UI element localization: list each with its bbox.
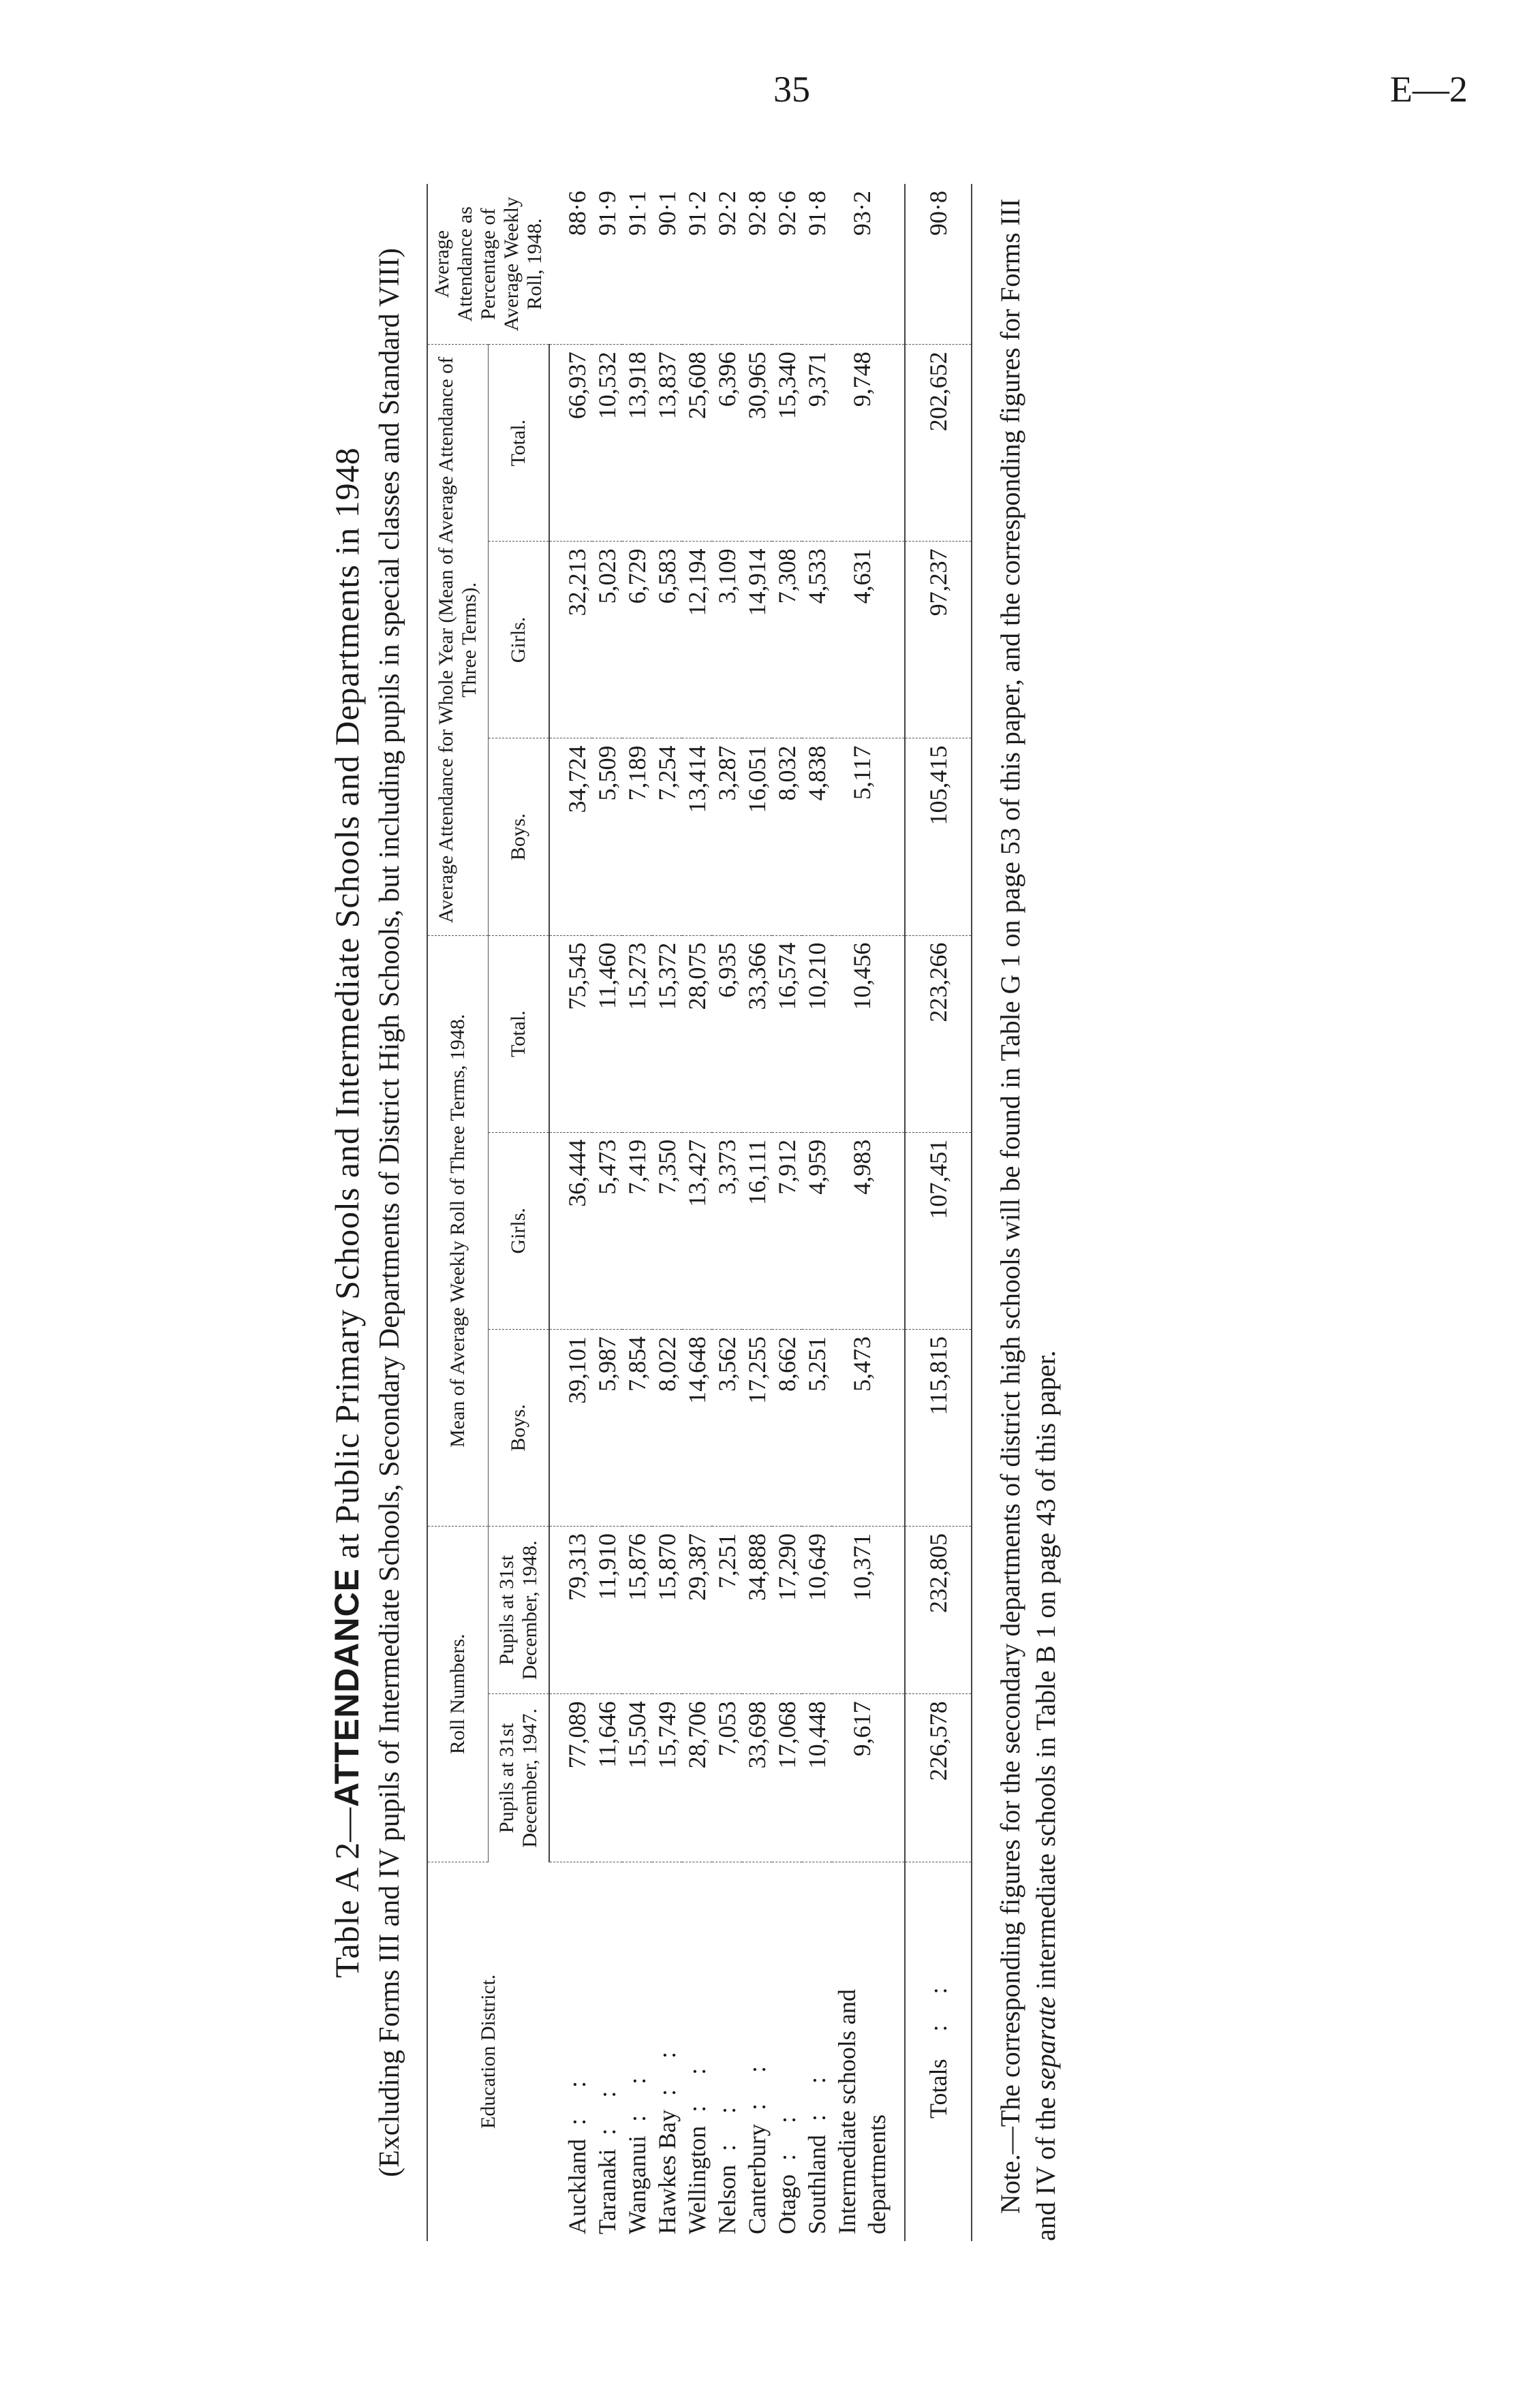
table-body — [549, 184, 972, 2241]
note-part1: Note.—The corresponding figures for the secondary departments of district high schools will be found in Table G 1 on page 53 of this paper, and the corresponding figures for Forms III and IV of the — [995, 198, 1061, 2241]
table-subtitle: (Excluding Forms III and IV pupils of Intermediate Schools, Secondary Departments of District High Schools, but including pupils in special classes and Standard VIII) — [374, 248, 405, 2177]
cell-p1948: 10,371 — [832, 1527, 905, 1694]
cell-ag: 6,729 — [622, 542, 652, 738]
cell-p1947: 11,646 — [592, 1694, 622, 1862]
header-att-boys: Boys. — [489, 738, 550, 935]
cell-at: 13,837 — [652, 345, 682, 542]
page-number: 35 — [773, 69, 810, 110]
cell-mb: 3,562 — [712, 1329, 742, 1526]
cell-mg: 7,419 — [622, 1132, 652, 1329]
header-average-attendance: Average Attendance for Whole Year (Mean of Average Attendance of Three Terms). — [427, 345, 489, 935]
cell-mg: 7,912 — [772, 1132, 802, 1329]
cell-mt: 11,460 — [592, 935, 622, 1132]
district-name: Canterbury — [743, 2124, 771, 2234]
cell-pct: 92·2 — [712, 184, 742, 345]
cell-mb: 8,662 — [772, 1329, 802, 1526]
cell-ab: 13,414 — [682, 738, 712, 935]
attendance-table — [427, 184, 972, 2241]
cell-ab: 7,254 — [652, 738, 682, 935]
cell-pct: 91·8 — [802, 184, 832, 345]
table-row — [742, 184, 772, 2241]
table-row — [622, 184, 652, 2241]
total-at: 202,652 — [905, 345, 972, 542]
cell-ag: 32,213 — [549, 542, 592, 738]
cell-ab: 3,287 — [712, 738, 742, 935]
table-row — [802, 184, 832, 2241]
cell-mt: 15,372 — [652, 935, 682, 1132]
cell-p1948: 15,870 — [652, 1527, 682, 1694]
district-cell — [712, 1862, 742, 2241]
cell-mb: 5,473 — [832, 1329, 905, 1526]
cell-ab: 4,838 — [802, 738, 832, 935]
cell-p1948: 10,649 — [802, 1527, 832, 1694]
cell-ab: 16,051 — [742, 738, 772, 935]
district-cell — [652, 1862, 682, 2241]
cell-mg: 4,983 — [832, 1132, 905, 1329]
cell-mt: 75,545 — [549, 935, 592, 1132]
table-row — [682, 184, 712, 2241]
cell-p1947: 9,617 — [832, 1694, 905, 1862]
cell-at: 13,918 — [622, 345, 652, 542]
cell-at: 15,340 — [772, 345, 802, 542]
total-ag: 97,237 — [905, 542, 972, 738]
cell-ag: 5,023 — [592, 542, 622, 738]
header-pupils-1947: Pupils at 31st December, 1947. — [489, 1694, 550, 1862]
cell-pct: 88·6 — [549, 184, 592, 345]
total-ab: 105,415 — [905, 738, 972, 935]
header-mean-total: Total. — [489, 935, 550, 1132]
cell-ag: 6,583 — [652, 542, 682, 738]
header-roll-numbers: Roll Numbers. — [427, 1527, 489, 1862]
leader-dots: : : — [593, 2078, 621, 2136]
cell-at: 25,608 — [682, 345, 712, 542]
leader-dots: : : — [713, 2094, 741, 2151]
cell-ab: 8,032 — [772, 738, 802, 935]
district-cell — [832, 1862, 905, 2241]
total-mg: 107,451 — [905, 1132, 972, 1329]
total-pct: 90·8 — [905, 184, 972, 345]
cell-pct: 91·2 — [682, 184, 712, 345]
header-pupils-1948: Pupils at 31st December, 1948. — [489, 1527, 550, 1694]
cell-p1947: 15,504 — [622, 1694, 652, 1862]
leader-dots: : : — [623, 2065, 651, 2122]
cell-p1948: 15,876 — [622, 1527, 652, 1694]
cell-mt: 10,210 — [802, 935, 832, 1132]
district-name: Nelson — [713, 2165, 741, 2234]
cell-p1948: 11,910 — [592, 1527, 622, 1694]
total-mt: 223,266 — [905, 935, 972, 1132]
cell-mb: 5,251 — [802, 1329, 832, 1526]
total-mb: 115,815 — [905, 1329, 972, 1526]
cell-at: 9,371 — [802, 345, 832, 542]
cell-at: 66,937 — [549, 345, 592, 542]
totals-label: Totals — [925, 2059, 952, 2118]
table-row — [549, 184, 592, 2241]
totals-row — [905, 184, 972, 2241]
cell-ab: 5,509 — [592, 738, 622, 935]
cell-p1947: 77,089 — [549, 1694, 592, 1862]
district-cell — [682, 1862, 712, 2241]
cell-at: 6,396 — [712, 345, 742, 542]
cell-at: 9,748 — [832, 345, 905, 542]
cell-p1947: 28,706 — [682, 1694, 712, 1862]
leader-dots: : : — [653, 2039, 681, 2097]
cell-pct: 92·6 — [772, 184, 802, 345]
cell-p1947: 15,749 — [652, 1694, 682, 1862]
cell-mt: 10,456 — [832, 935, 905, 1132]
header-mean-boys: Boys. — [489, 1329, 550, 1526]
header-att-total: Total. — [489, 345, 550, 542]
cell-mt: 28,075 — [682, 935, 712, 1132]
header-percentage: Average Attendance as Percentage of Average Weekly Roll, 1948. — [427, 184, 549, 345]
cell-mg: 36,444 — [549, 1132, 592, 1329]
table-title — [327, 184, 367, 2241]
cell-mg: 3,373 — [712, 1132, 742, 1329]
cell-pct: 93·2 — [832, 184, 905, 345]
leader-dots: : : — [563, 2069, 591, 2126]
cell-ag: 3,109 — [712, 542, 742, 738]
cell-p1947: 33,698 — [742, 1694, 772, 1862]
table-note — [993, 184, 1064, 2241]
header-mean-weekly-roll: Mean of Average Weekly Roll of Three Terms, 1948. — [427, 935, 489, 1526]
leader-dots: : : — [803, 2064, 831, 2121]
leader-dots: : : — [925, 1975, 952, 2032]
cell-mg: 4,959 — [802, 1132, 832, 1329]
cell-mg: 7,350 — [652, 1132, 682, 1329]
cell-ag: 12,194 — [682, 542, 712, 738]
cell-at: 10,532 — [592, 345, 622, 542]
header-att-girls: Girls. — [489, 542, 550, 738]
cell-p1948: 79,313 — [549, 1527, 592, 1694]
district-cell — [772, 1862, 802, 2241]
cell-ab: 34,724 — [549, 738, 592, 935]
district-cell — [592, 1862, 622, 2241]
cell-mg: 13,427 — [682, 1132, 712, 1329]
header-mean-girls: Girls. — [489, 1132, 550, 1329]
note-emphasis: separate — [1030, 1996, 1061, 2091]
cell-pct: 92·8 — [742, 184, 772, 345]
table-row — [772, 184, 802, 2241]
district-name: Otago — [773, 2174, 801, 2234]
note-part2: intermediate schools in Table B 1 on page 43 of this paper. — [1030, 1350, 1061, 1997]
district-cell — [742, 1862, 772, 2241]
header-district: Education District. — [427, 1862, 549, 2241]
cell-mb: 14,648 — [682, 1329, 712, 1526]
district-cell — [549, 1862, 592, 2241]
table-row — [832, 184, 905, 2241]
cell-mg: 16,111 — [742, 1132, 772, 1329]
cell-pct: 90·1 — [652, 184, 682, 345]
cell-p1948: 17,290 — [772, 1527, 802, 1694]
cell-p1947: 7,053 — [712, 1694, 742, 1862]
cell-mb: 5,987 — [592, 1329, 622, 1526]
cell-ag: 7,308 — [772, 542, 802, 738]
district-name: Intermediate schools and departments — [833, 1989, 891, 2234]
district-name: Taranaki — [593, 2148, 621, 2234]
cell-at: 30,965 — [742, 345, 772, 542]
cell-p1947: 17,068 — [772, 1694, 802, 1862]
title-bold: ATTENDANCE — [328, 1567, 366, 1807]
cell-mt: 16,574 — [772, 935, 802, 1132]
cell-mt: 33,366 — [742, 935, 772, 1132]
cell-ag: 14,914 — [742, 542, 772, 738]
district-name: Wanganui — [623, 2135, 651, 2234]
table-row — [592, 184, 622, 2241]
cell-mb: 7,854 — [622, 1329, 652, 1526]
cell-mt: 6,935 — [712, 935, 742, 1132]
cell-ag: 4,631 — [832, 542, 905, 738]
leader-dots: : : — [743, 2054, 771, 2111]
cell-p1947: 10,448 — [802, 1694, 832, 1862]
district-name: Hawkes Bay — [653, 2110, 681, 2234]
total-p1947: 226,578 — [905, 1694, 972, 1862]
leader-dots: : : — [773, 2104, 801, 2161]
cell-mb: 39,101 — [549, 1329, 592, 1526]
cell-pct: 91·9 — [592, 184, 622, 345]
rotated-table-block — [320, 184, 1247, 2241]
district-name: Southland — [803, 2134, 831, 2234]
district-cell — [802, 1862, 832, 2241]
district-cell — [622, 1862, 652, 2241]
leader-dots: : : — [683, 2055, 711, 2112]
cell-pct: 91·1 — [622, 184, 652, 345]
cell-p1948: 29,387 — [682, 1527, 712, 1694]
cell-p1948: 34,888 — [742, 1527, 772, 1694]
cell-mt: 15,273 — [622, 935, 652, 1132]
cell-mb: 8,022 — [652, 1329, 682, 1526]
title-prefix: Table A 2— — [328, 1807, 366, 1978]
title-rest: at Public Primary Schools and Intermediate Schools and Departments in 1948 — [328, 447, 366, 1568]
district-name: Auckland — [563, 2139, 591, 2234]
district-name: Wellington — [683, 2125, 711, 2234]
cell-ag: 4,533 — [802, 542, 832, 738]
cell-mb: 17,255 — [742, 1329, 772, 1526]
totals-label-cell — [905, 1862, 972, 2241]
table-row — [712, 184, 742, 2241]
cell-ab: 7,189 — [622, 738, 652, 935]
cell-mg: 5,473 — [592, 1132, 622, 1329]
cell-p1948: 7,251 — [712, 1527, 742, 1694]
table-row — [652, 184, 682, 2241]
document-code: E—2 — [1390, 69, 1468, 110]
total-p1948: 232,805 — [905, 1527, 972, 1694]
cell-ab: 5,117 — [832, 738, 905, 935]
